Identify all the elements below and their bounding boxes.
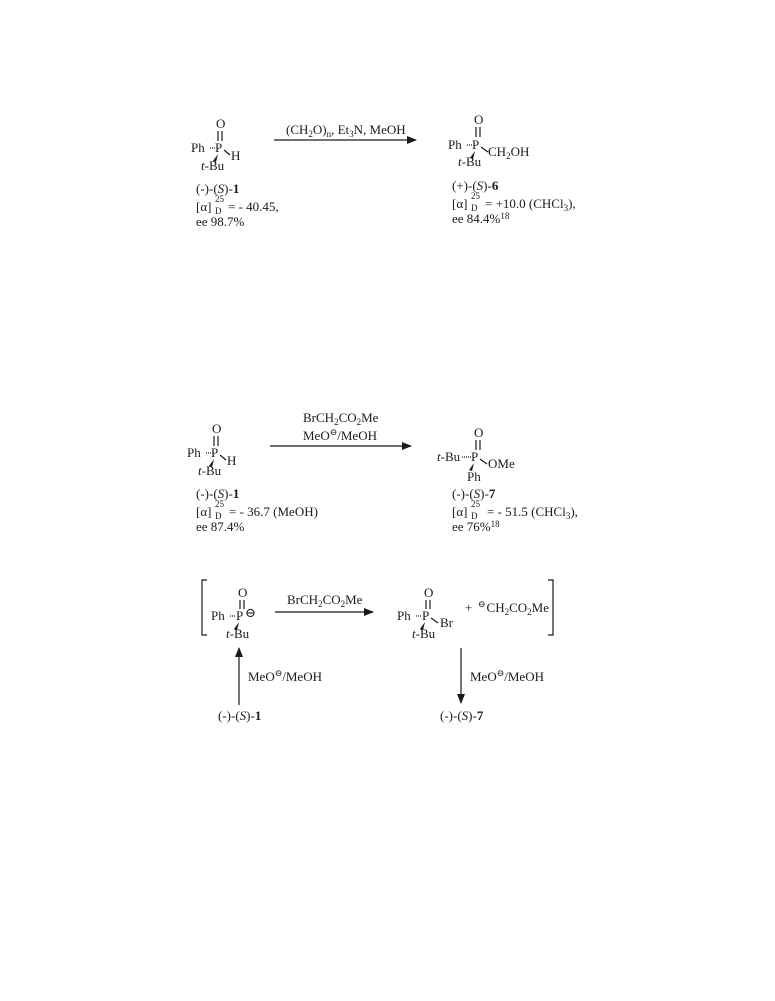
atom-phosphorus: P bbox=[211, 445, 219, 460]
enantiomeric-excess: ee 84.4%$^{18}$ bbox=[452, 211, 510, 226]
atom-phosphorus: P bbox=[215, 140, 223, 155]
phenyl-label: Ph bbox=[467, 469, 481, 484]
atom-oxygen: O bbox=[474, 425, 484, 440]
phenyl-label: Ph bbox=[211, 608, 225, 623]
compound-name: (-)-(S)-1 bbox=[196, 486, 240, 501]
phosphinite-anion-structure bbox=[211, 585, 256, 641]
atom-phosphorus: P bbox=[471, 449, 479, 464]
scheme-2 bbox=[187, 410, 578, 534]
tert-butyl-label: t-Bu bbox=[198, 463, 222, 478]
reactant-1-caption bbox=[196, 486, 318, 534]
reaction-conditions: $(CH_2O)_n$, $Et_3N$, MeOH bbox=[286, 122, 406, 139]
methoxy-group: OMe bbox=[488, 456, 515, 471]
hydroxymethyl-group: $CH_2OH$ bbox=[488, 144, 530, 161]
rotation-temperature: 25 bbox=[471, 191, 480, 201]
bromophosphine-oxide-structure bbox=[397, 585, 454, 641]
atom-phosphorus: P bbox=[422, 608, 430, 623]
reaction-conditions-line-2: MeO⊖/MeOH bbox=[303, 427, 377, 443]
compound-name: (+)-(S)-6 bbox=[452, 178, 499, 193]
bond-p-c bbox=[481, 147, 488, 152]
bond-p-o bbox=[480, 459, 487, 464]
end-compound-label: (-)-(S)-7 bbox=[440, 708, 484, 723]
rotation-temperature: 25 bbox=[215, 499, 224, 509]
phenyl-label: Ph bbox=[448, 137, 462, 152]
compound-name: (-)-(S)-7 bbox=[452, 486, 496, 501]
enantiomeric-excess: ee 98.7% bbox=[196, 214, 245, 229]
reactant-1-structure bbox=[187, 421, 236, 478]
atom-oxygen: O bbox=[238, 585, 248, 600]
optical-rotation: [α] bbox=[452, 504, 468, 519]
optical-rotation: [α] bbox=[196, 199, 212, 214]
rotation-value: = +10.0 (CHCl$_3$), bbox=[485, 196, 576, 213]
rotation-wavelength: D bbox=[471, 511, 478, 521]
methoxide-conditions-left: MeO⊖/MeOH bbox=[248, 668, 322, 684]
atom-phosphorus: P bbox=[472, 137, 480, 152]
tert-butyl-label: t-Bu bbox=[412, 626, 436, 641]
product-7-structure bbox=[437, 425, 515, 484]
atom-oxygen: O bbox=[216, 116, 226, 131]
methoxide-conditions-right: MeO⊖/MeOH bbox=[470, 668, 544, 684]
rotation-value: = - 51.5 (CHCl$_3$), bbox=[487, 504, 578, 521]
atom-hydrogen: H bbox=[227, 453, 237, 468]
reactant-1-caption bbox=[196, 181, 279, 229]
start-compound-label: (-)-(S)-1 bbox=[218, 708, 262, 723]
rotation-value: = - 40.45, bbox=[228, 199, 279, 214]
phenyl-label: Ph bbox=[397, 608, 411, 623]
bromoacetate-reagent: $BrCH_2CO_2Me$ bbox=[287, 592, 363, 609]
tert-butyl-label: t-Bu bbox=[458, 154, 482, 169]
phenyl-label: Ph bbox=[187, 445, 201, 460]
rotation-temperature: 25 bbox=[215, 194, 224, 204]
atom-bromine: Br bbox=[440, 615, 453, 630]
atom-hydrogen: H bbox=[231, 148, 241, 163]
product-7-caption bbox=[452, 486, 578, 534]
plus-sign: + bbox=[465, 600, 473, 615]
atom-oxygen: O bbox=[474, 112, 484, 127]
atom-oxygen: O bbox=[212, 421, 222, 436]
tert-butyl-label: t-Bu bbox=[226, 626, 250, 641]
tert-butyl-label: t-Bu bbox=[437, 449, 461, 464]
bond-p-h bbox=[220, 455, 226, 460]
atom-oxygen: O bbox=[424, 585, 434, 600]
atom-phosphorus: P bbox=[236, 608, 244, 623]
rotation-wavelength: D bbox=[215, 206, 222, 216]
enolate-anion: $^⊖CH_2CO_2Me$ bbox=[478, 599, 550, 617]
bond-p-h bbox=[224, 150, 230, 155]
rotation-wavelength: D bbox=[471, 203, 478, 213]
rotation-wavelength: D bbox=[215, 511, 222, 521]
enantiomeric-excess: ee 87.4% bbox=[196, 519, 245, 534]
scheme-3-mechanism bbox=[202, 580, 553, 723]
reaction-conditions-line-1: $BrCH_2CO_2Me$ bbox=[303, 410, 379, 427]
tert-butyl-label: t-Bu bbox=[201, 158, 225, 173]
rotation-temperature: 25 bbox=[471, 499, 480, 509]
compound-name: (-)-(S)-1 bbox=[196, 181, 240, 196]
rotation-value: = - 36.7 (MeOH) bbox=[229, 504, 318, 519]
optical-rotation: [α] bbox=[452, 196, 468, 211]
left-bracket bbox=[202, 580, 207, 635]
optical-rotation: [α] bbox=[196, 504, 212, 519]
phenyl-label: Ph bbox=[191, 140, 205, 155]
product-6-caption bbox=[452, 178, 576, 226]
bond-p-br bbox=[431, 618, 438, 623]
negative-charge: ⊖ bbox=[245, 605, 256, 620]
reactant-1-structure bbox=[191, 116, 240, 173]
enantiomeric-excess: ee 76%$^{18}$ bbox=[452, 519, 500, 534]
scheme-1 bbox=[191, 112, 576, 229]
product-6-structure bbox=[448, 112, 529, 169]
